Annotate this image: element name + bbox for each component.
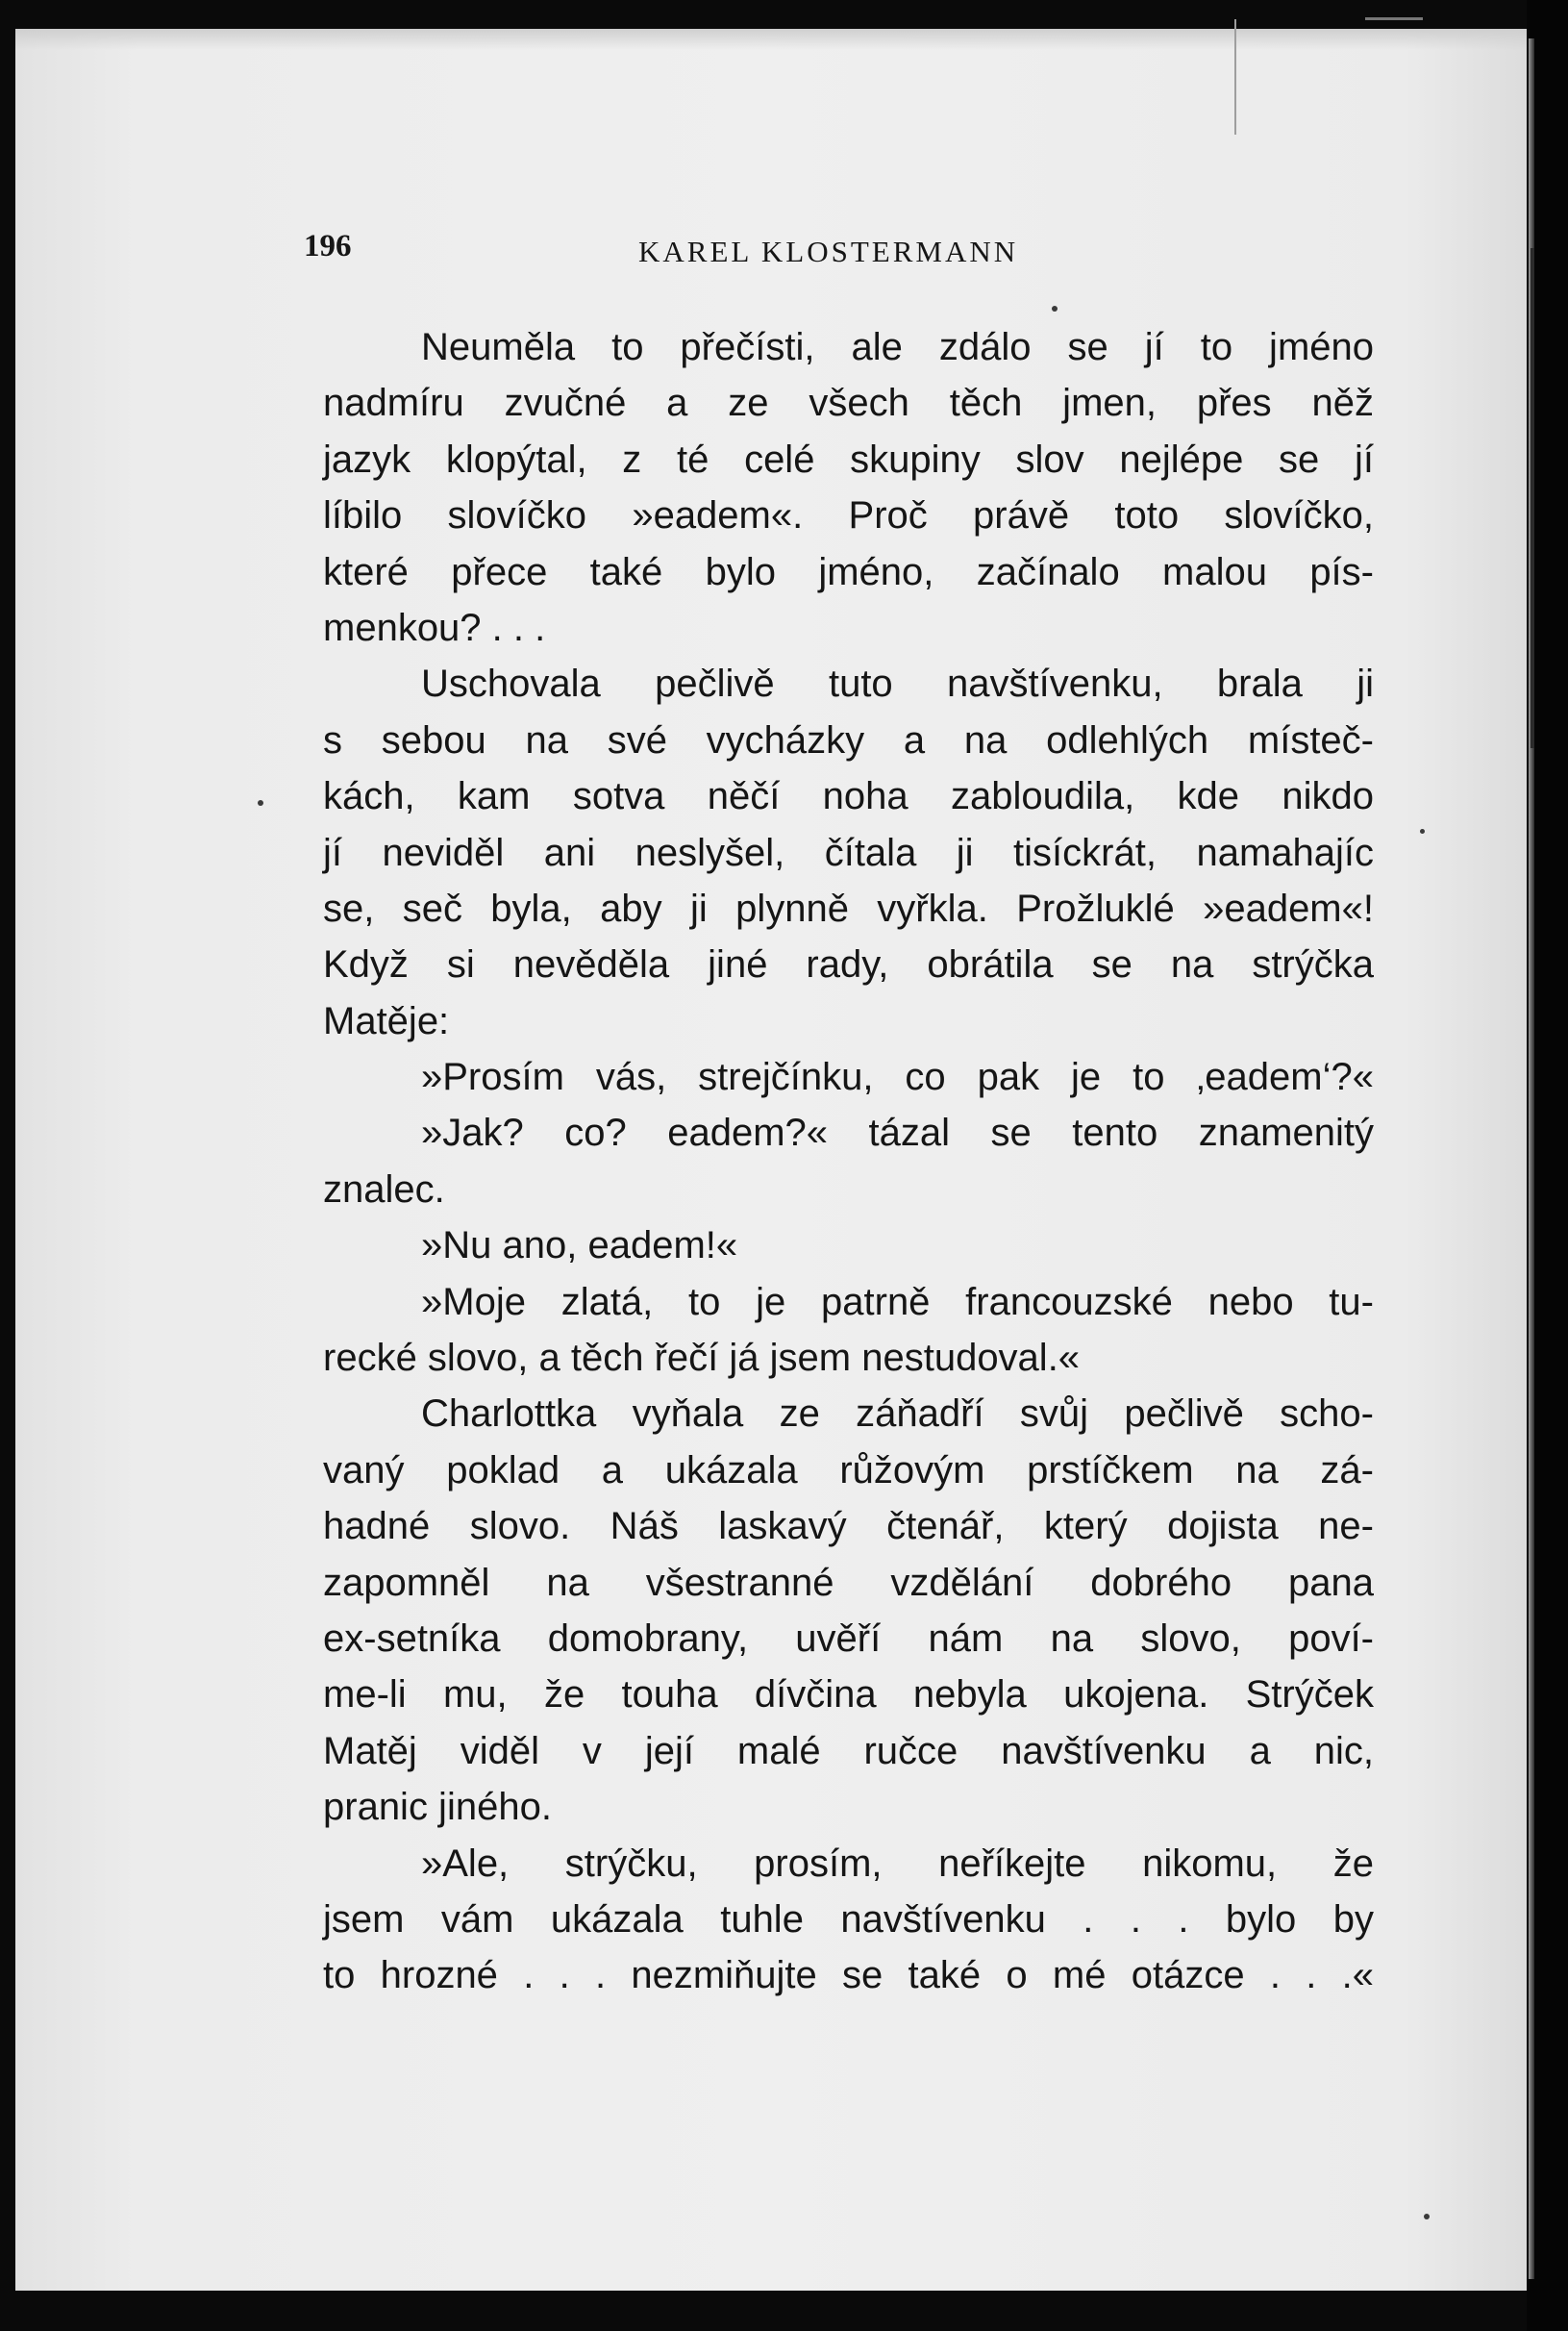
- text-line: Matěje:: [323, 999, 450, 1042]
- text-line: s sebou na své vycházky a na odlehlých místeč-: [323, 718, 1374, 762]
- page-top-edge-mark: [1365, 17, 1423, 20]
- text-line: to hrozné . . . nezmiňujte se také o mé otázce . . .«: [323, 1954, 1374, 1997]
- text-line: nadmíru zvučné a ze všech těch jmen, přes něž: [323, 382, 1374, 425]
- dust-speck: [1420, 829, 1425, 834]
- running-head: KAREL KLOSTERMANN: [638, 235, 1019, 268]
- text-line: jsem vám ukázala tuhle navštívenku . . . bylo by: [323, 1897, 1374, 1941]
- text-line: se, seč byla, aby ji plynně vyřkla. Prožluklé »eadem«!: [323, 887, 1374, 930]
- text-line: »Ale, strýčku, prosím, neříkejte nikomu, že: [421, 1842, 1374, 1885]
- page-crease-mark: [1234, 19, 1236, 135]
- text-line: Když si nevěděla jiné rady, obrátila se na strýčka: [323, 943, 1374, 987]
- text-line: Charlottka vyňala ze záňadří svůj pečlivě scho-: [421, 1392, 1374, 1436]
- text-line: Matěj viděl v její malé ručce navštívenku a nic,: [323, 1729, 1374, 1772]
- text-line: líbilo slovíčko »eadem«. Proč právě toto slovíčko,: [323, 494, 1374, 538]
- text-line: Neuměla to přečísti, ale zdálo se jí to jméno: [421, 326, 1374, 368]
- page-header: [304, 229, 1381, 277]
- page-top-shadow: [15, 29, 1527, 50]
- text-line: »Moje zlatá, to je patrně francouzské nebo tu-: [421, 1280, 1374, 1323]
- page-edge-dark-segment: [1531, 248, 1534, 748]
- dust-speck: [1052, 306, 1058, 312]
- text-line: hadné slovo. Náš laskavý čtenář, který dojista ne-: [323, 1505, 1374, 1548]
- text-line: »Jak? co? eadem?« tázal se tento znamenitý: [421, 1112, 1374, 1155]
- text-line: »Prosím vás, strejčínku, co pak je to ‚eadem‘?«: [421, 1056, 1374, 1099]
- body-text: [323, 319, 1374, 2004]
- text-line: pranic jiného.: [323, 1786, 552, 1829]
- text-line: vaný poklad a ukázala růžovým prstíčkem na zá-: [323, 1448, 1374, 1491]
- text-line: »Nu ano, eadem!«: [421, 1224, 738, 1267]
- text-line: recké slovo, a těch řečí já jsem nestudoval.«: [323, 1337, 1081, 1380]
- text-line: zapomněl na všestranné vzdělání dobrého pana: [323, 1561, 1374, 1604]
- dust-speck: [258, 800, 263, 806]
- text-line: me-li mu, že touha dívčina nebyla ukojena. Strýček: [323, 1673, 1374, 1717]
- text-line: kách, kam sotva něčí noha zabloudila, kde nikdo: [323, 775, 1374, 818]
- text-line: znalec.: [323, 1167, 445, 1211]
- page-number: 196: [304, 229, 352, 263]
- text-line: menkou? . . .: [323, 606, 546, 649]
- text-line: jazyk klopýtal, z té celé skupiny slov nejlépe se jí: [323, 438, 1374, 481]
- text-line: jí neviděl ani neslyšel, čítala ji tisíckrát, namahajíc: [323, 831, 1374, 874]
- text-line: ex-setníka domobrany, uvěří nám na slovo, poví-: [323, 1617, 1374, 1660]
- text-line: Uschovala pečlivě tuto navštívenku, brala ji: [421, 663, 1374, 706]
- text-line: které přece také bylo jméno, začínalo malou pís-: [323, 550, 1374, 593]
- dust-speck: [1424, 2214, 1430, 2219]
